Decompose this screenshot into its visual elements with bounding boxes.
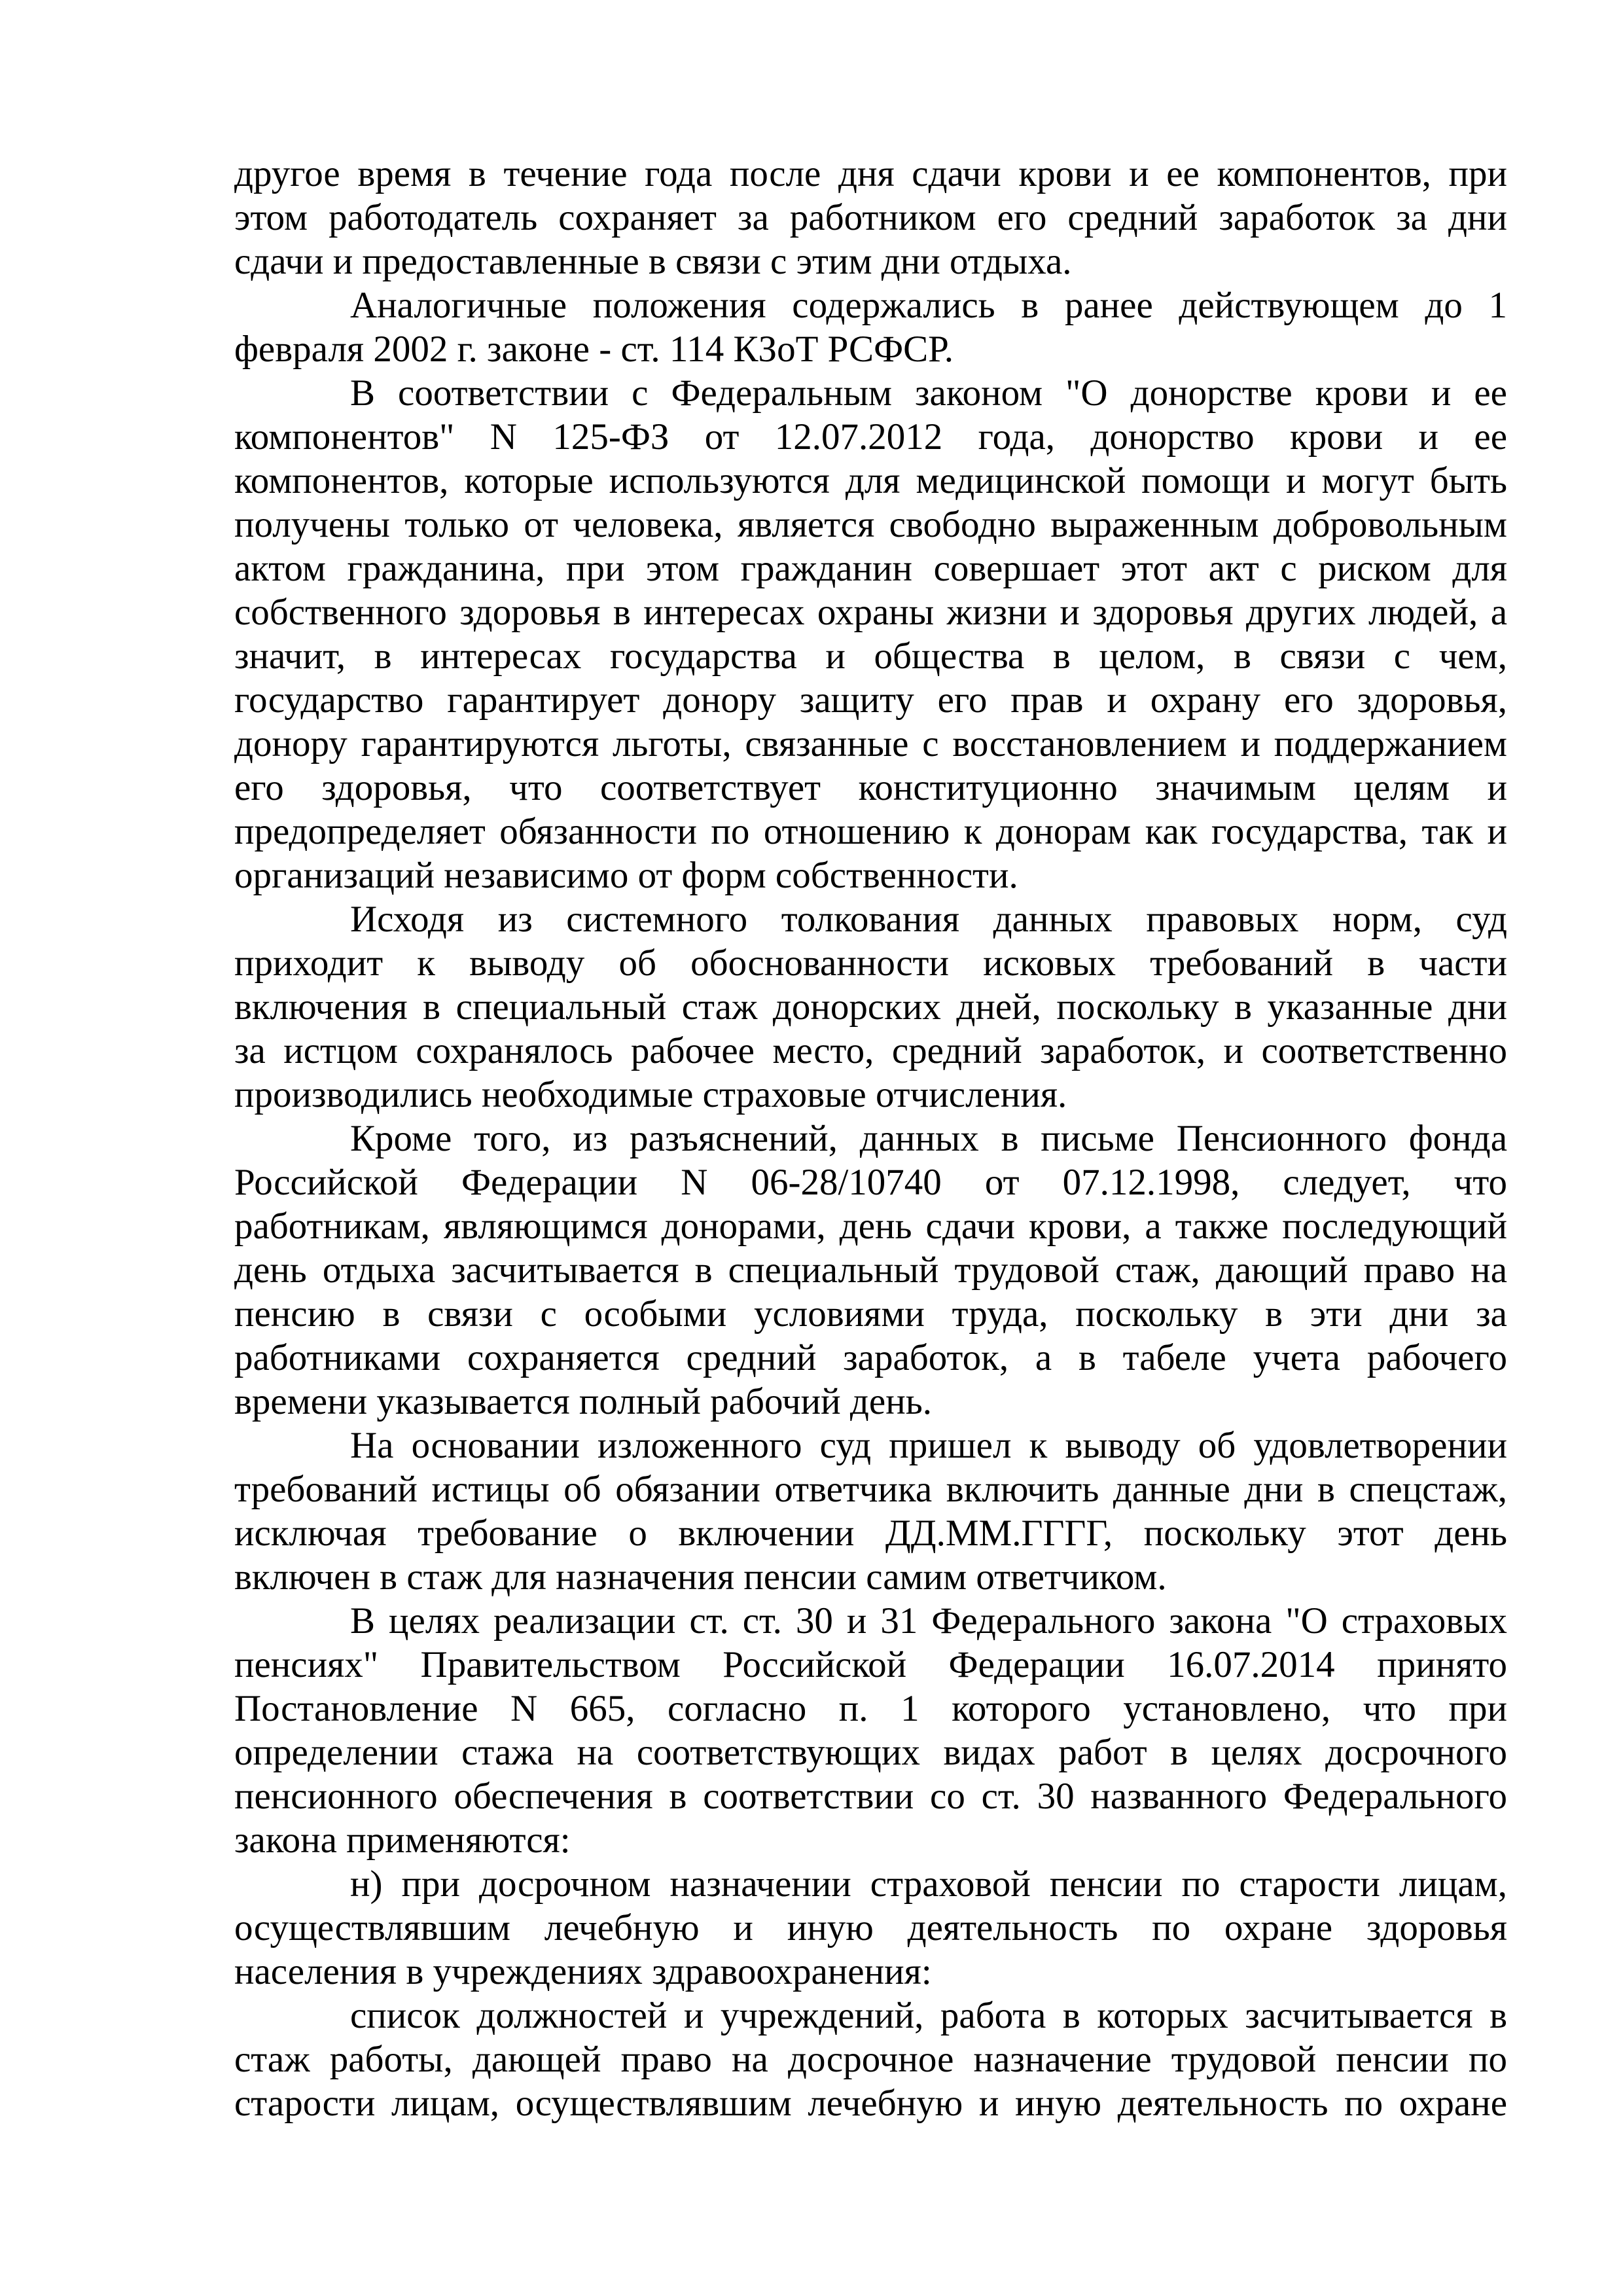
paragraph [234,897,1507,1117]
text-line: включен в стаж для назначения пенсии самим ответчиком. [234,1556,1167,1598]
text-line: исключая требование о включении ДД.ММ.ГГГГ, поскольку этот день [234,1513,1507,1554]
text-line: собственного здоровья в интересах охраны жизни и здоровья других людей, а [234,592,1507,633]
text-line: день отдыха засчитывается в специальный трудовой стаж, дающий право на [234,1249,1507,1291]
text-line: пенсию в связи с особыми условиями труда, поскольку в эти дни за [234,1293,1507,1335]
text-line: пенсиях" Правительством Российской Федерации 16.07.2014 принято [234,1644,1507,1685]
text-line: его здоровья, что соответствует конституционно значимым целям и [234,767,1507,808]
text-line: определении стажа на соответствующих видах работ в целях досрочного [234,1732,1507,1773]
text-line: работникам, являющимся донорами, день сдачи крови, а также последующий [234,1206,1507,1247]
paragraph [234,1862,1507,1994]
text-line: работниками сохраняется средний заработок, а в табеле учета рабочего [234,1337,1507,1378]
text-line: компонентов, которые используются для медицинской помощи и могут быть [234,460,1507,501]
text-line: за истцом сохранялось рабочее место, средний заработок, и соответственно [234,1030,1507,1071]
text-line: компонентов" N 125-ФЗ от 12.07.2012 года, донорство крови и ее [234,416,1507,457]
paragraph [234,1599,1507,1862]
text-line: сдачи и предоставленные в связи с этим дни отдыха. [234,241,1072,282]
text-line: старости лицам, осуществлявшим лечебную и иную деятельность по охране [234,2083,1507,2124]
text-line: Российской Федерации N 06-28/10740 от 07.12.1998, следует, что [234,1162,1507,1203]
paragraph [234,1117,1507,1424]
text-line: закона применяются: [234,1820,571,1861]
text-line: стаж работы, дающей право на досрочное назначение трудовой пенсии по [234,2039,1507,2080]
text-line: значит, в интересах государства и общества в целом, в связи с чем, [234,636,1507,677]
text-line: Кроме того, из разъяснений, данных в письме Пенсионного фонда [350,1118,1507,1159]
paragraph [234,1994,1507,2125]
text-line: предопределяет обязанности по отношению к донорам как государства, так и [234,811,1507,852]
text-line: список должностей и учреждений, работа в которых засчитывается в [350,1995,1507,2036]
text-line: производились необходимые страховые отчисления. [234,1074,1067,1115]
text-line: февраля 2002 г. законе - ст. 114 КЗоТ РСФСР. [234,329,954,370]
text-line: Аналогичные положения содержались в ранее действующем до 1 [350,285,1507,326]
text-line: этом работодатель сохраняет за работником его средний заработок за дни [234,197,1507,238]
text-line: населения в учреждениях здравоохранения: [234,1951,932,1992]
text-line: В целях реализации ст. ст. 30 и 31 Федерального закона "О страховых [350,1600,1507,1641]
text-line: актом гражданина, при этом гражданин совершает этот акт с риском для [234,548,1507,589]
text-line: требований истицы об обязании ответчика включить данные дни в спецстаж, [234,1469,1507,1510]
text-line: другое время в течение года после дня сдачи крови и ее компонентов, при [234,153,1507,194]
text-line: Исходя из системного толкования данных правовых норм, суд [350,899,1507,940]
text-line: государство гарантирует донору защиту его прав и охрану его здоровья, [234,679,1507,721]
paragraph [234,152,1507,283]
document-text [234,152,1507,2125]
text-line: В соответствии с Федеральным законом "О донорстве крови и ее [350,372,1507,414]
text-line: приходит к выводу об обоснованности исковых требований в части [234,942,1507,984]
text-line: времени указывается полный рабочий день. [234,1381,932,1422]
text-line: На основании изложенного суд пришел к выводу об удовлетворении [350,1425,1507,1466]
paragraph [234,1424,1507,1599]
paragraph [234,371,1507,897]
text-line: получены только от человека, является свободно выраженным добровольным [234,504,1507,545]
text-line: осуществлявшим лечебную и иную деятельность по охране здоровья [234,1907,1507,1948]
text-line: организаций независимо от форм собственности. [234,855,1018,896]
text-line: Постановление N 665, согласно п. 1 которого установлено, что при [234,1688,1507,1729]
text-line: н) при досрочном назначении страховой пенсии по старости лицам, [350,1863,1507,1905]
text-line: пенсионного обеспечения в соответствии со ст. 30 названного Федерального [234,1776,1507,1817]
text-line: включения в специальный стаж донорских дней, поскольку в указанные дни [234,986,1507,1028]
text-line: донору гарантируются льготы, связанные с восстановлением и поддержанием [234,723,1507,764]
paragraph [234,283,1507,371]
